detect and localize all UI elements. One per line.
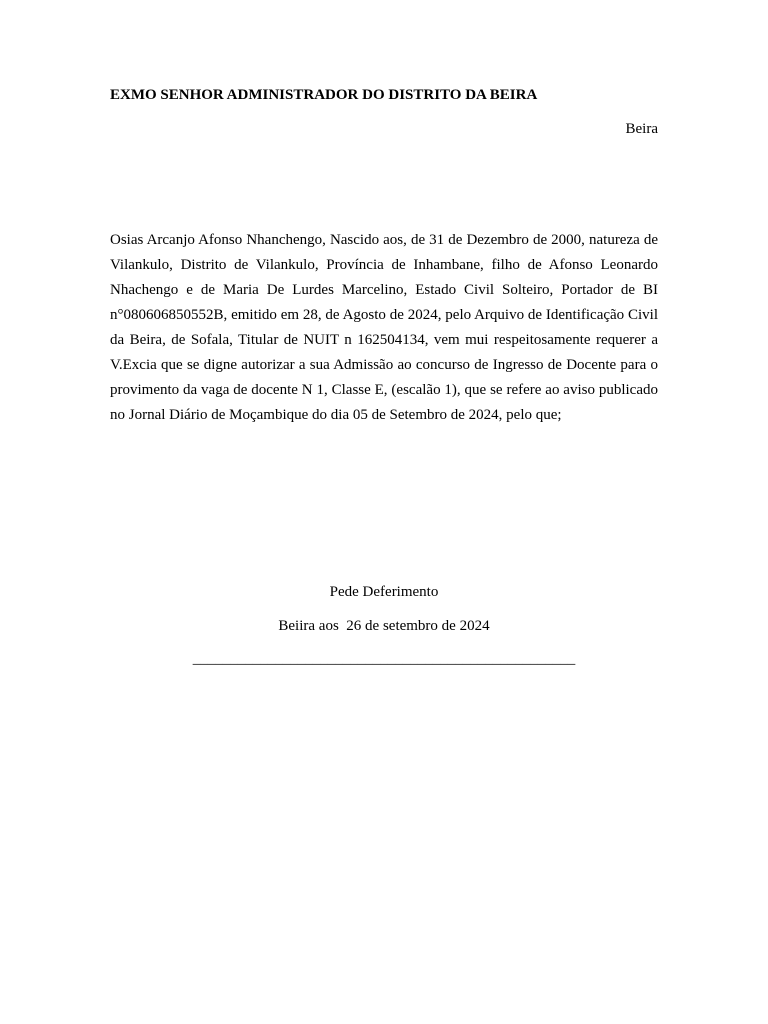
- signature-line: ___________________________________________________: [192, 651, 576, 667]
- date-line: Beiira aos 26 de setembro de 2024: [278, 618, 490, 634]
- letter-body: Osias Arcanjo Afonso Nhanchengo, Nascido aos, de 31 de Dezembro de 2000, natureza de Vilankulo, Distrito de Vilankulo, Província de Inhambane, filho de Afonso Leonardo Nhachengo e de Maria De Lurdes Marcelino, Estado Civil Solteiro, Portador de BI n°080606850552B, emitido em 28, de Agosto de 2024, pelo Arquivo de Identificação Civil da Beira, de Sofala, Titular de NUIT n 162504134, vem mui respeitosamente requerer a V.Excia que se digne autorizar a sua Admissão ao concurso de Ingresso de Docente para o provimento da vaga de docente N 1, Classe E, (escalão 1), que se refere ao aviso publicado no Jornal Diário de Moçambique do dia 05 de Setembro de 2024, pelo que;: [110, 232, 658, 423]
- place-label: Beira: [625, 121, 658, 137]
- addressee-heading: EXMO SENHOR ADMINISTRADOR DO DISTRITO DA BEIRA: [110, 87, 538, 103]
- request-line: Pede Deferimento: [329, 584, 439, 600]
